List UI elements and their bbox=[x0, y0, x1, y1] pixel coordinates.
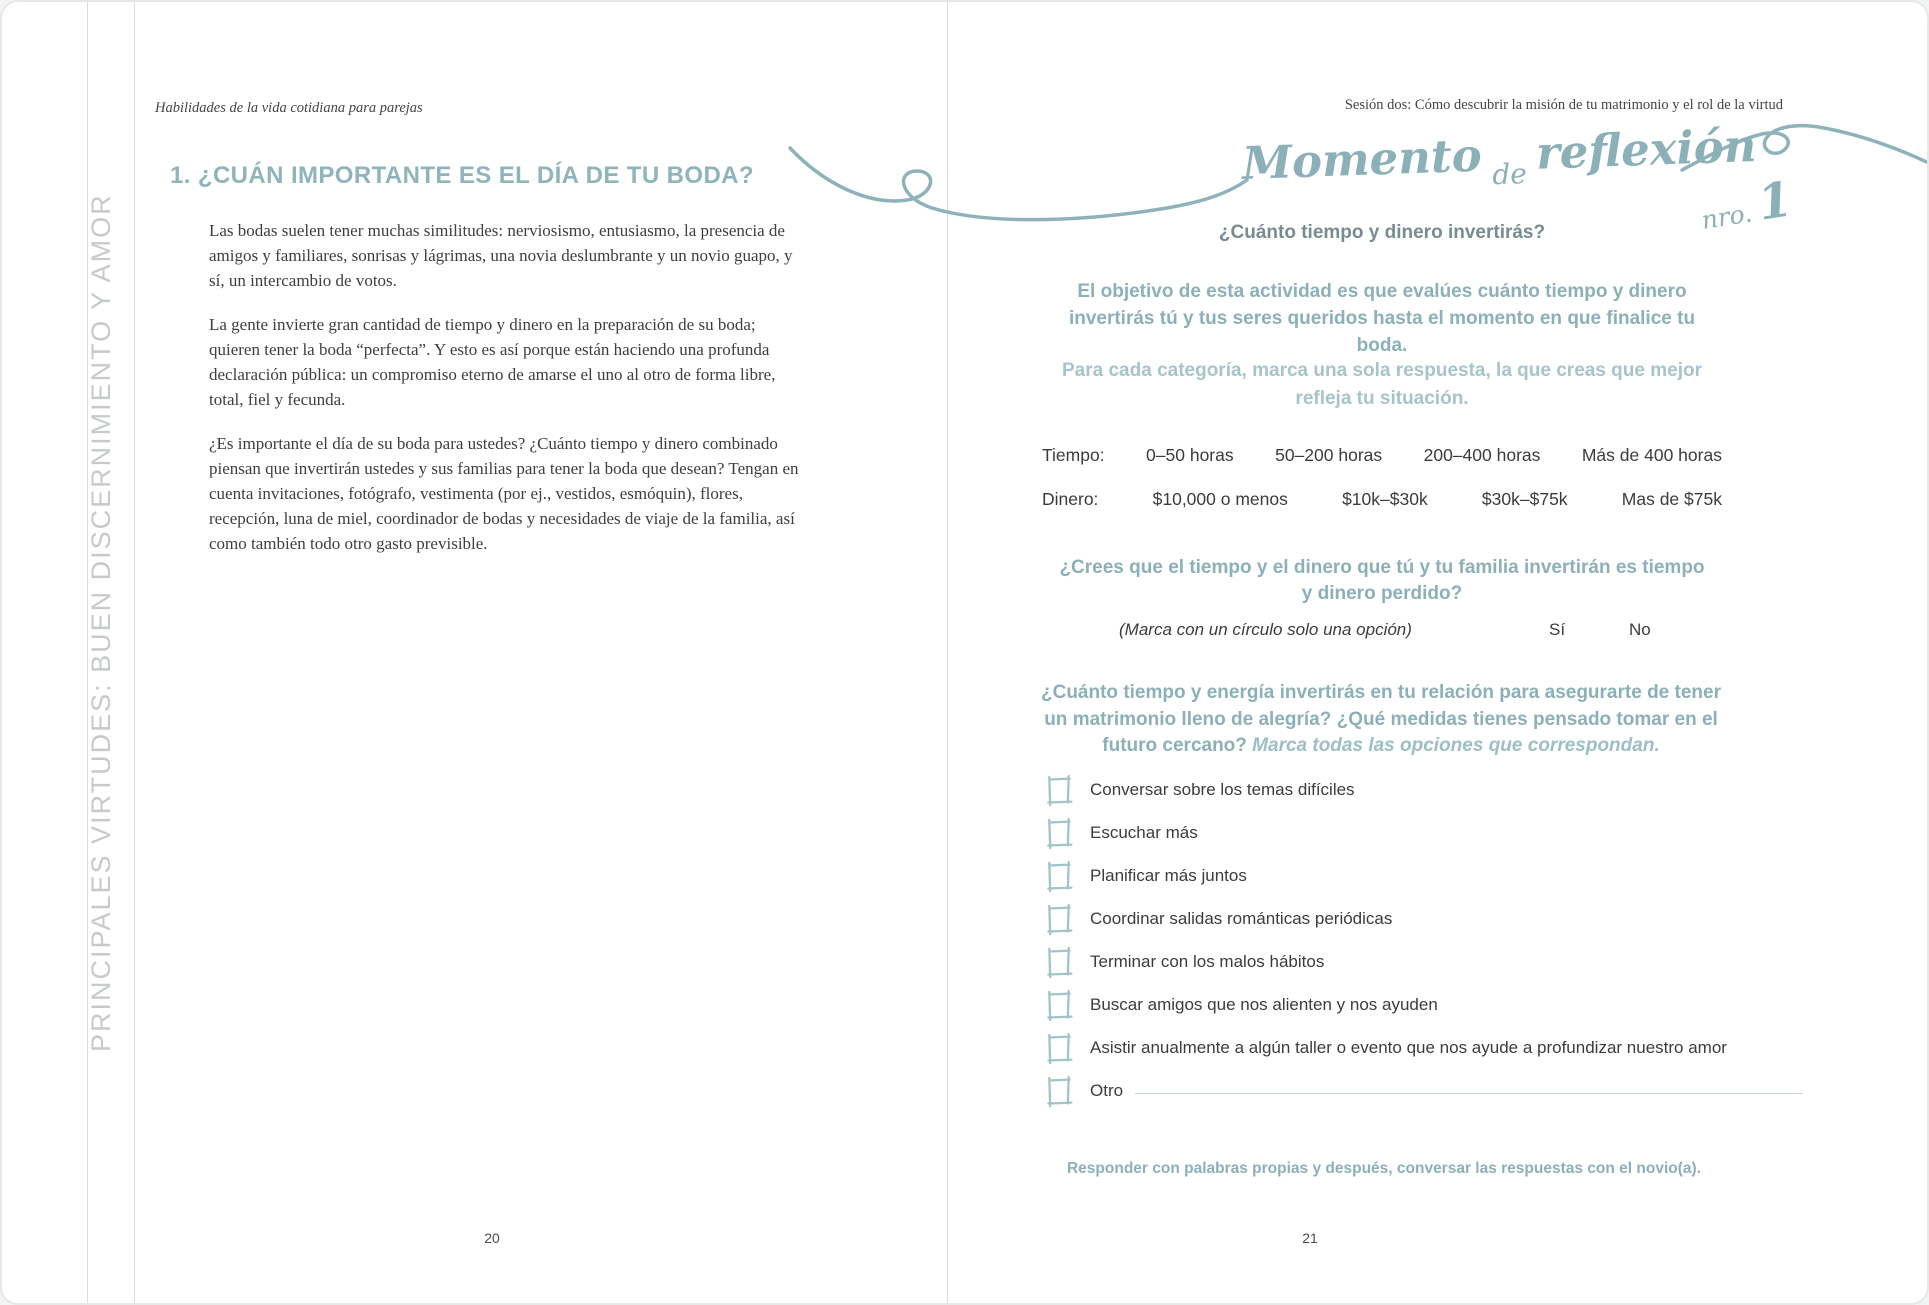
checklist-item-label: Escuchar más bbox=[1090, 823, 1198, 842]
checklist-row bbox=[1044, 817, 1807, 851]
left-margin-rule-inner bbox=[134, 2, 135, 1303]
script-word-de: de bbox=[1491, 157, 1528, 192]
checkbox-icon[interactable] bbox=[1044, 860, 1074, 894]
checklist-item-label: Coordinar salidas románticas periódicas bbox=[1090, 909, 1393, 928]
body-paragraph: ¿Es importante el día de su boda para ustedes? ¿Cuánto tiempo y dinero combinado piensan que invertirán ustedes y sus familias para tener la boda que desean? Tengan en cuenta invitaciones, fotógrafo, vestimenta (por ej., vestidos, esmóquin), flores, recepción, luna de miel, coordinador de bodas y necesidades de viaje de la familia, así como también todo otro gasto previsible. bbox=[209, 434, 799, 553]
time-option[interactable]: Más de 400 horas bbox=[1581, 445, 1722, 465]
time-option[interactable]: 0–50 horas bbox=[1146, 445, 1234, 465]
option-no[interactable]: No bbox=[1629, 620, 1651, 639]
body-paragraph: La gente invierte gran cantidad de tiempo y dinero en la preparación de su boda; quieren tener la boda “perfecta”. Y esto es así porque están haciendo una profunda declaración pública: un compromiso eterno de amarse el uno al otro de forma libre, total, fiel y fecunda. bbox=[209, 315, 776, 409]
left-running-header: Habilidades de la vida cotidiana para parejas bbox=[155, 100, 423, 116]
badge-nro-label: nro. bbox=[1699, 198, 1755, 235]
circle-instruction: (Marca con un círculo solo una opción) bbox=[1119, 620, 1412, 639]
checklist-item-label: Otro bbox=[1090, 1081, 1124, 1100]
money-option[interactable]: $10k–$30k bbox=[1342, 489, 1428, 509]
option-yes[interactable]: Sí bbox=[1549, 620, 1566, 639]
checklist-item-label: Asistir anualmente a algún taller o evento que nos ayude a profundizar nuestro amor bbox=[1090, 1038, 1727, 1057]
activity-objective: El objetivo de esta actividad es que evalúes cuánto tiempo y dinero invertirás tú y tus seres queridos hasta el momento en que finalice tu boda. bbox=[1068, 281, 1696, 356]
checkbox-icon[interactable] bbox=[1044, 1032, 1074, 1066]
activity-instruction: Para cada categoría, marca una sola respuesta, la que creas que mejor refleja tu situación. bbox=[1062, 360, 1702, 409]
checkbox-icon[interactable] bbox=[1044, 817, 1074, 851]
activity-subtitle: ¿Cuánto tiempo y dinero invertirás? bbox=[1218, 222, 1546, 243]
left-page-content bbox=[170, 162, 820, 575]
chapter-sidebar-label: PRINCIPALES VIRTUDES: BUEN DISCERNIMIENTO Y AMOR bbox=[86, 193, 116, 1052]
script-word-reflexion: reflexión bbox=[1535, 119, 1758, 180]
time-option[interactable]: 200–400 horas bbox=[1423, 445, 1541, 465]
body-paragraph: Las bodas suelen tener muchas similitudes: nerviosismo, entusiasmo, la presencia de amigos y familiares, sonrisas y lágrimas, una novia deslumbrante y un novio guapo, y sí, un intercambio de votos. bbox=[209, 221, 793, 290]
measures-checklist bbox=[1044, 774, 1807, 1118]
otro-write-in-line[interactable] bbox=[1135, 1075, 1803, 1094]
money-option[interactable]: $30k–$75k bbox=[1481, 489, 1568, 509]
checkbox-icon[interactable] bbox=[1044, 903, 1074, 937]
money-row-label: Dinero: bbox=[1042, 489, 1099, 509]
script-word-momento: Momento bbox=[1241, 128, 1483, 190]
checklist-row bbox=[1044, 774, 1807, 808]
question-future-measures-text: ¿Cuánto tiempo y energía invertirás en tu relación para asegurarte de tener un matrimonio lleno de alegría? ¿Qué medidas tienes pensado tomar en el futuro cercano? bbox=[1041, 682, 1721, 756]
checklist-item-label: Conversar sobre los temas difíciles bbox=[1090, 780, 1355, 799]
checklist-row-otro bbox=[1044, 1075, 1807, 1109]
checklist-row bbox=[1044, 1032, 1807, 1066]
checklist-row bbox=[1044, 903, 1807, 937]
respond-footer-note: Responder con palabras propias y después, conversar las respuestas con el novio(a). bbox=[1066, 1160, 1701, 1177]
checkbox-icon[interactable] bbox=[1044, 1075, 1074, 1109]
section-title: 1. ¿CUÁN IMPORTANTE ES EL DÍA DE TU BODA? bbox=[170, 162, 754, 189]
time-options-row bbox=[1042, 445, 1722, 466]
time-row-label: Tiempo: bbox=[1042, 445, 1105, 465]
money-options-row bbox=[1042, 489, 1722, 510]
checklist-item-label: Buscar amigos que nos alienten y nos ayuden bbox=[1090, 995, 1438, 1014]
badge-number: 1 bbox=[1754, 171, 1796, 232]
checkbox-icon[interactable] bbox=[1044, 774, 1074, 808]
checkbox-icon[interactable] bbox=[1044, 946, 1074, 980]
time-option[interactable]: 50–200 horas bbox=[1275, 445, 1383, 465]
checkbox-icon[interactable] bbox=[1044, 989, 1074, 1023]
left-page-number: 20 bbox=[484, 1230, 500, 1246]
question-time-money-lost: ¿Crees que el tiempo y el dinero que tú y tu familia invertirán es tiempo y dinero perdido? bbox=[1059, 557, 1705, 604]
checklist-row bbox=[1044, 946, 1807, 980]
circle-one-option-row bbox=[1044, 620, 1724, 646]
checklist-item-label: Planificar más juntos bbox=[1090, 866, 1247, 885]
checklist-row bbox=[1044, 860, 1807, 894]
checklist-item-label: Terminar con los malos hábitos bbox=[1090, 952, 1325, 971]
question-future-measures bbox=[1031, 680, 1731, 760]
money-option[interactable]: Mas de $75k bbox=[1621, 489, 1722, 509]
checklist-row bbox=[1044, 989, 1807, 1023]
right-page-number: 21 bbox=[1302, 1230, 1318, 1246]
right-running-header: Sesión dos: Cómo descubrir la misión de tu matrimonio y el rol de la virtud bbox=[1344, 97, 1783, 113]
question-future-measures-note: Marca todas las opciones que correspondan. bbox=[1252, 735, 1660, 756]
money-option[interactable]: $10,000 o menos bbox=[1152, 489, 1288, 509]
